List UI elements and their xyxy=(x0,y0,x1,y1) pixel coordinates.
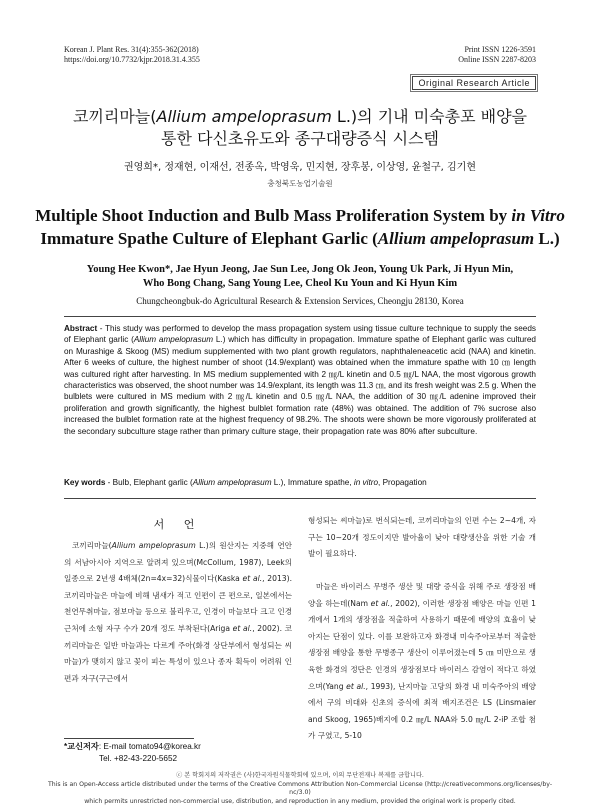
english-authors-line1: Young Hee Kwon*, Jae Hyun Jeong, Jae Sun Lee, Jong Ok Jeon, Young Uk Park, Ji Hyun Min, xyxy=(30,263,570,277)
correspondence xyxy=(64,741,292,765)
article-type-badge xyxy=(410,74,538,92)
english-title-line2: Immature Spathe Culture of Elephant Garlic (Allium ampeloprasum L.) xyxy=(30,227,570,250)
korean-title-line1: 코끼리마늘(Allium ampeloprasum L.)의 기내 미숙총포 배양을 xyxy=(40,106,560,128)
english-affiliation: Chungcheongbuk-do Agricultural Research & Extension Services, Cheongju 28130, Korea xyxy=(30,296,570,306)
korean-title-line2: 통한 다신초유도와 종구대량증식 시스템 xyxy=(40,128,560,150)
korean-affiliation: 충청북도농업기술원 xyxy=(40,178,560,189)
keywords: Key words - Bulb, Elephant garlic (Allium ampeloprasum L.), Immature spathe, in vitro, Propagation xyxy=(64,478,536,487)
english-title-line1: Multiple Shoot Induction and Bulb Mass Proliferation System by in Vitro xyxy=(30,204,570,227)
abstract-text-2: L.) which has difficulty in propagation. Immature spathe of Elephant garlic was cultured on Murashige & Skoog (MS) medium supplemented with two plant growth regulators, naphthaleneacetic acid (NAA) and kinetin. After 6 weeks of culture, the highest number of shoot (14.9/explant) was obtained when the immature spathe with 10 ㎝ length was cultured right after harvesting. In MS medium supplemented with 2 ㎎/L kinetin and 0.5 ㎎/L NAA, the most vigorous growth characteristics was observed, the shoot number was 14.9/explant, its length was 11.3 ㎝, and its fresh weight was 2.5 g. When the bulblets were cultured in MS medium with 2 ㎎/L kinetin and 0.5 ㎎/L NAA, the addition of 30 ㎎/L adenine improved their proliferation and growth significantly, the highest bulblet formation rate (48%) was obtained. The addition of 7% sucrose also increased the bulblet formation rate at the highest frequency of 98.2%. The shoots were shown be more vigorously proliferated at the secondary subculture stage rather than primary culture stage, their propagation rate was 80% after subculture. xyxy=(64,335,536,435)
abstract-top-rule xyxy=(64,316,536,317)
issn-online: Online ISSN 2287-8203 xyxy=(458,55,536,65)
article-type-label: Original Research Article xyxy=(412,76,536,90)
intro-paragraph-2: 형성되는 씨마늘)로 번식되는데, 코끼리마늘의 인편 수는 2~4개, 자구는 10~20개 정도이지만 발아율이 낮아 대량생산을 위한 기술 개발이 필요하다. xyxy=(308,513,536,563)
journal-doi[interactable]: https://doi.org/10.7732/kjpr.2018.31.4.355 xyxy=(64,55,200,65)
correspondence-tel: Tel. +82-43-220-5652 xyxy=(64,753,292,765)
abstract-species: Allium ampeloprasum xyxy=(134,335,213,344)
keywords-label: Key words xyxy=(64,478,105,487)
abstract xyxy=(64,323,536,437)
footer-license-2: which permits unrestricted non-commercial use, distribution, and reproduction in any medium, provided the original work is properly cited. xyxy=(40,798,560,806)
english-authors-line2: Who Bong Chang, Sang Young Lee, Cheol Ku Youn and Ki Hyun Kim xyxy=(30,277,570,291)
section-title-introduction: 서 언 xyxy=(64,516,292,532)
correspondence-email[interactable]: : E-mail tomato94@korea.kr xyxy=(99,742,201,751)
english-title xyxy=(30,204,570,250)
intro-paragraph-1: 코끼리마늘(Allium ampeloprasum L.)의 원산지는 지중해 연안의 서남아시아 지역으로 알려져 있으며(McCollum, 1987), Leek의 일종으로 2년생 4배체(2n=4x=32)식물이다(Kaska et al., 2013). 코끼리마늘은 마늘에 비해 냄새가 적고 인편이 큰 편으로, 일본에서는 천연무취마늘, 점보마늘 등으로 불리우고, 인경이 마늘보다 크고 인경 근처에 소형 자구 수가 20개 정도 부착된다(Ariga et al., 2002). 코끼리마늘은 일반 마늘과는 다르게 주아(화경 상단부에서 형성되는 씨마늘)가 맺히지 않고 꽃이 피는 특성이 있으나 종자 획득이 어려워 인편과 자구(구근에서 xyxy=(64,538,292,687)
abstract-text-1: - This study was performed to develop the mass propagation system using tissue culture technique to supply the seeds of Elephant garlic ( xyxy=(64,324,536,344)
english-authors xyxy=(30,263,570,291)
footer-copyright: ⓒ 본 학회지의 저작권은 (사)한국자원식물학회에 있으며, 이의 무단전재나 복제를 금합니다. xyxy=(40,772,560,781)
footer-license-1: This is an Open-Access article distributed under the terms of the Creative Commons Attribution Non-Commercial License (http://creativecommons.org/licenses/by-nc/3.0) xyxy=(40,781,560,798)
correspondence-label: *교신저자 xyxy=(64,742,99,751)
journal-citation xyxy=(64,45,200,65)
footnote-rule xyxy=(64,738,194,739)
page-footer xyxy=(40,772,560,806)
issn-block xyxy=(458,45,536,65)
journal-line1: Korean J. Plant Res. 31(4):355-362(2018) xyxy=(64,45,200,55)
intro-paragraph-3: 마늘은 바이러스 무병주 생산 및 대량 증식을 위해 주로 생장점 배양을 하는데(Nam et al., 2002), 이러한 생장점 배양은 마늘 인편 1개에서 1개의 생장점을 적출하여 사용하기 때문에 배양의 효율이 낮아지는 단점이 있다. 이를 보완하고자 화경내 미숙주아로부터 적출한 생장점 배양을 통한 무병종구 생산이 이루어졌는데 5 ㎝ 미만으로 생육한 화경의 정단은 인경의 생장점보다 바이러스 감염이 적다고 하였으며(Yang et al., 1993), 난지마늘 고당의 화경 내 미숙주아의 배양에서 구의 비대와 신초의 증식에 최적 배지조건은 LS (Linsmaier and Skoog, 1965)배지에 0.2 ㎎/L NAA와 5.0 ㎎/L 2-iP 조합 첨가 구였고, 5-10 xyxy=(308,579,536,745)
abstract-bottom-rule xyxy=(64,498,536,499)
korean-title xyxy=(40,106,560,150)
abstract-label: Abstract xyxy=(64,324,97,333)
korean-authors: 권영희*, 정재현, 이재선, 전종옥, 박영욱, 민지현, 장후봉, 이상영, 윤철구, 김기현 xyxy=(40,158,560,173)
issn-print: Print ISSN 1226-3591 xyxy=(458,45,536,55)
